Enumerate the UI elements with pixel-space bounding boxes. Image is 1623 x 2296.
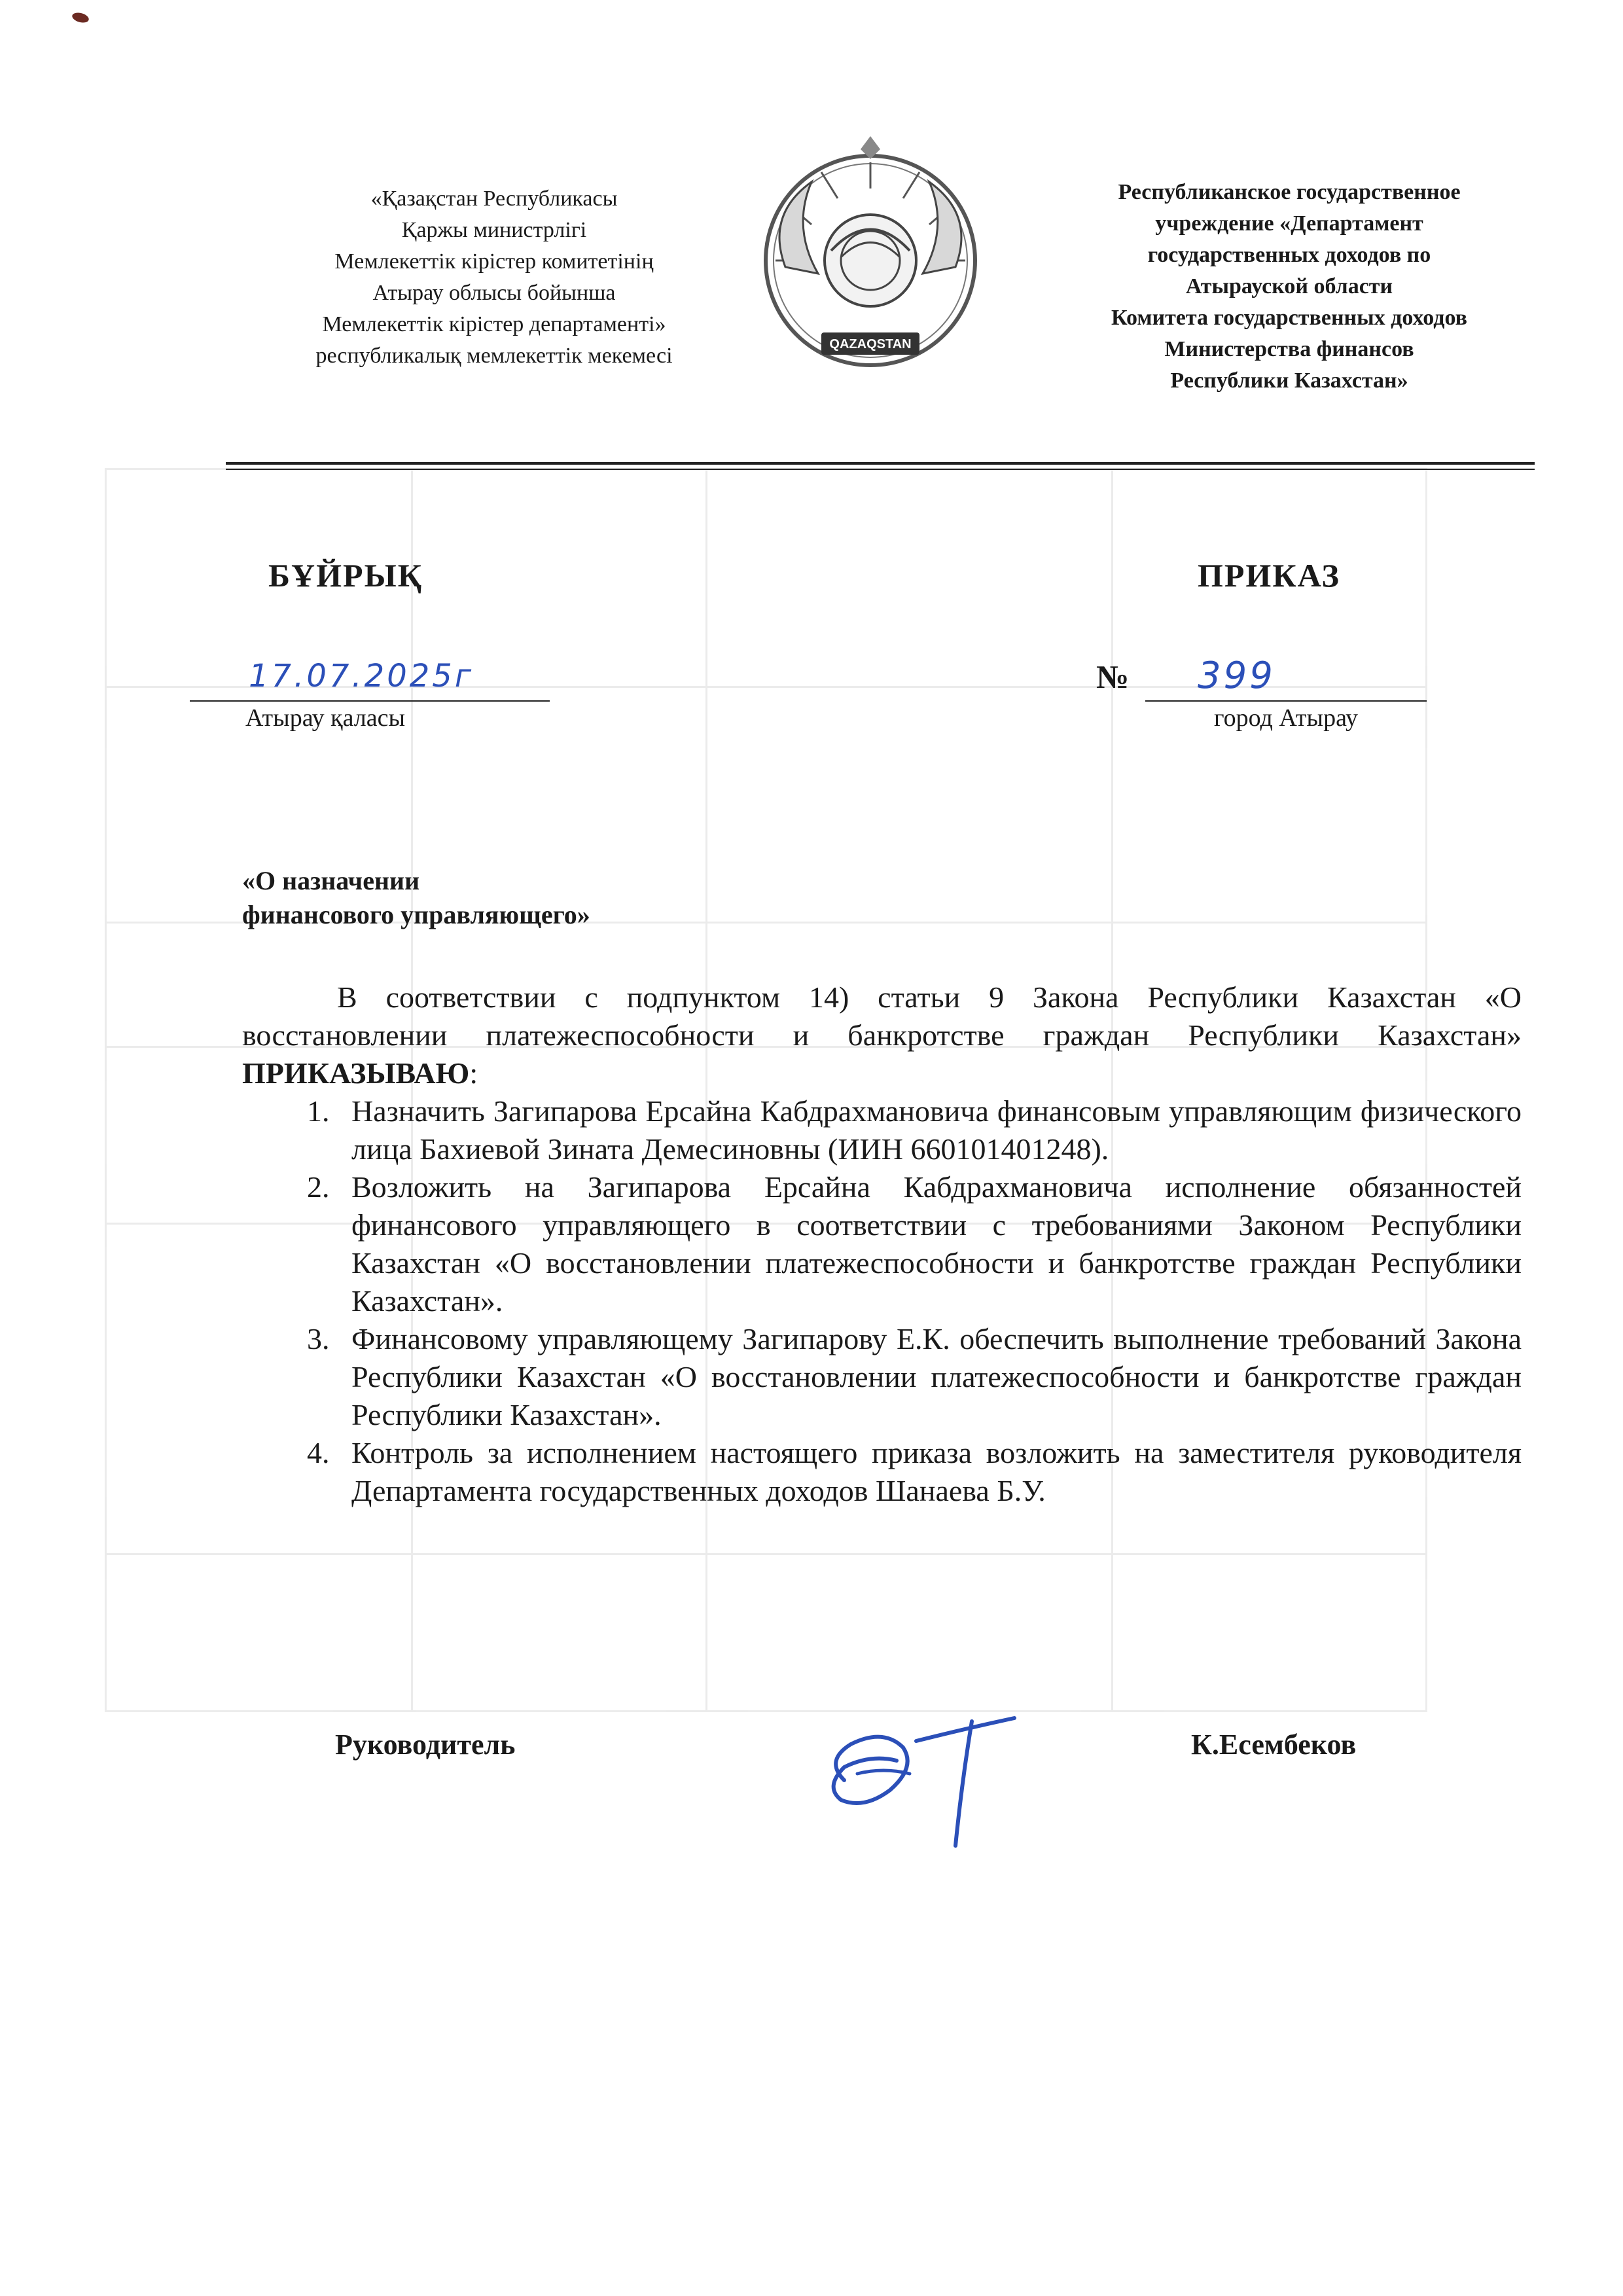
order-body	[242, 978, 1522, 1510]
number-sign: №	[1096, 658, 1130, 695]
order-items	[242, 1092, 1522, 1510]
signatory-name: К.Есембеков	[1191, 1729, 1357, 1761]
preamble-colon: :	[469, 1056, 478, 1090]
city-russian: город Атырау	[1214, 704, 1359, 732]
header-left-line: Атырау облысы бойынша	[372, 281, 616, 305]
header-left-org	[232, 183, 756, 372]
order-subject	[242, 864, 590, 932]
header-right-line: Атырауской области	[1185, 274, 1393, 298]
order-item: 3. Финансовому управляющему Загипарову Е.К. обеспечить выполнение требований Закона Республики Казахстан «О восстановлении платежеспособности и банкротстве граждан Республики Казахстан».	[337, 1320, 1522, 1434]
header-left-line: Қаржы министрлігі	[401, 218, 587, 242]
header-left-line: Мемлекеттік кірістер департаменті»	[322, 312, 666, 336]
city-kazakh: Атырау қаласы	[245, 704, 406, 732]
paper-mark	[71, 11, 90, 24]
date-underline	[190, 700, 550, 702]
title-russian: ПРИКАЗ	[1198, 557, 1340, 594]
header-right-line: государственных доходов по	[1147, 243, 1431, 267]
handwritten-signature	[805, 1682, 1034, 1859]
header-right-line: Республиканское государственное	[1118, 180, 1461, 204]
header-right-line: Министерства финансов	[1164, 337, 1414, 361]
header-right-line: учреждение «Департамент	[1155, 211, 1423, 236]
order-item: 4. Контроль за исполнением настоящего приказа возложить на заместителя руководителя Департамента государственных доходов Шанаева Б.У.	[337, 1434, 1522, 1510]
preamble-text: В соответствии с подпунктом 14) статьи 9 Закона Республики Казахстан «О восстановлении платежеспособности и банкротстве граждан Республики Казахстан»	[242, 980, 1522, 1052]
order-item: 1. Назначить Загипарова Ерсайна Кабдрахмановича финансовым управляющим физического лица Бахиевой Зината Демесиновны (ИИН 660101401248).	[337, 1092, 1522, 1168]
emblem-label: QAZAQSTAN	[829, 337, 912, 351]
state-emblem-icon	[740, 136, 1001, 378]
preamble	[242, 978, 1522, 1092]
subject-line: «О назначении	[242, 866, 420, 895]
signatory-title: Руководитель	[335, 1729, 516, 1761]
header-divider-thin	[226, 469, 1535, 470]
header-right-org	[1041, 177, 1538, 397]
title-kazakh: БҰЙРЫҚ	[268, 557, 423, 594]
header-left-line: «Қазақстан Республикасы	[370, 187, 618, 211]
header-left-line: Мемлекеттік кірістер комитетінің	[334, 249, 654, 274]
subject-line: финансового управляющего»	[242, 900, 590, 929]
handwritten-date: 17.07.2025г	[249, 658, 474, 694]
header-right-line: Республики Казахстан»	[1170, 368, 1408, 393]
handwritten-order-number: 399	[1198, 655, 1275, 697]
header-divider-thick	[226, 462, 1535, 465]
number-underline	[1145, 700, 1427, 702]
header-right-line: Комитета государственных доходов	[1111, 306, 1467, 330]
header-left-line: республикалық мемлекеттік мекемесі	[315, 344, 673, 368]
order-item: 2. Возложить на Загипарова Ерсайна Кабдрахмановича исполнение обязанностей финансового управляющего в соответствии с требованиями Законом Республики Казахстан «О восстановлении платежеспособности и банкротстве граждан Республики Казахстан».	[337, 1168, 1522, 1320]
order-keyword: ПРИКАЗЫВАЮ	[242, 1056, 470, 1090]
